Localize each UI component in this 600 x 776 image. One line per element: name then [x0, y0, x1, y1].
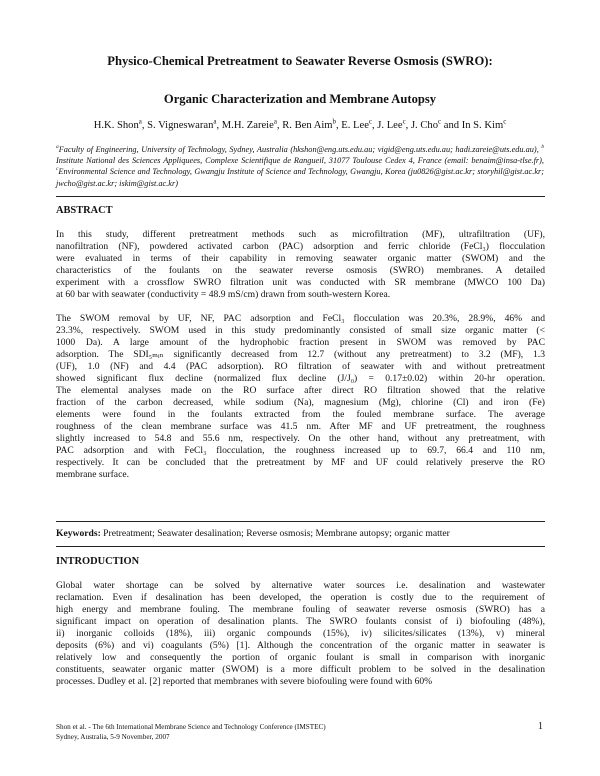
author-separator: ,	[405, 120, 411, 131]
text-line: characteristics of the foulants on the seawater reverse osmosis (SWRO) membranes. A detailed	[56, 265, 545, 276]
abstract-paragraph-2	[56, 313, 545, 481]
text-line: membrane surface.	[56, 469, 129, 480]
text-line: roughness of the clean membrane surface was 41.5 nm. After MF and UF pretreatment, the roughness	[56, 421, 545, 432]
text-line: showed significant flux decline (normalized flux decline (J/J₀) = 0.17±0.02) within 20-hr operation.	[56, 373, 545, 384]
text-line: reclamation. Even if desalination has been developed, the operation is costly due to the requirement of	[56, 592, 545, 603]
author-name: S. Vigneswaran	[147, 120, 214, 131]
text-line: (UF), 1.0 (NF) and 4.4 (PAC adsorption). RO filtration of seawater with and without pretreatment	[56, 361, 545, 372]
affiliations	[56, 144, 544, 189]
page-number: 1	[538, 721, 543, 732]
abstract-paragraph-1	[56, 229, 545, 301]
author-name: In S. Kim	[461, 120, 504, 131]
text-line: Global water shortage can be solved by alternative water sources i.e. desalination and wastewater	[56, 580, 545, 591]
text-line: ii) inorganic colloids (18%), iii) organic compounds (15%), iv) silicites/silicates (13%), v) mineral	[56, 628, 545, 639]
text-line: nanofiltration (NF), powdered activated carbon (PAC) adsorption and ferric chloride (FeCl₃) flocculation	[56, 241, 545, 252]
footer-location: Sydney, Australia, 5-9 November, 2007	[56, 733, 170, 741]
abstract-heading: ABSTRACT	[56, 205, 113, 216]
keywords-divider-bottom	[56, 546, 545, 547]
text-line: PAC adsorption and with FeCl₃ flocculation, the roughness increased up to 69.7, 66.4 and 110 nm,	[56, 445, 545, 456]
author-name: H.K. Shon	[93, 120, 139, 131]
author-affiliation-mark: c	[438, 118, 442, 126]
text-line: elements were found in the foulants extracted from the fouled membrane surface. The average	[56, 409, 545, 420]
keywords	[56, 528, 545, 539]
text-line: were evaluated in terms of their capability in removing seawater organic matter (SWOM) and the	[56, 253, 545, 264]
text-line: processes. Dudley et al. [2] reported that membranes with severe biofouling were found with 60%	[56, 676, 433, 687]
affiliation-b: Institute National des Sciences Appliquees, Complexe Scientifique de Rangueil, 31077 Toulouse Cedex 4, France (email: benaim@insa-tlse.fr),	[56, 156, 544, 166]
author-name: M.H. Zareie	[221, 120, 274, 131]
author-name: E. Lee	[341, 120, 369, 131]
text-line: constituents, seawater organic matter (SWOM) is a more difficult problem to be solved in the desalination	[56, 664, 545, 675]
text-line: slightly increased to 54.8 and 55.6 nm, respectively. On the other hand, without any pretreatment, with	[56, 433, 545, 444]
text-line: 1000 Da). A large amount of the hydrophobic fraction present in SWOM was removed by PAC	[56, 337, 545, 348]
author-separator: ,	[276, 120, 283, 131]
affiliation-mark-a: a	[56, 144, 59, 151]
paper-title-line-2: Organic Characterization and Membrane Autopsy	[163, 92, 437, 106]
affiliation-mark-c: c	[56, 166, 59, 173]
introduction-heading: INTRODUCTION	[56, 556, 140, 567]
introduction-paragraph	[56, 580, 545, 688]
top-divider	[56, 196, 545, 197]
author-affiliation-mark: a	[273, 118, 277, 126]
author-separator: ,	[371, 120, 378, 131]
text-line: adsorption. The SDI₅ₘᵢₙ significantly decreased from 12.7 (without any pretreatment) to 3.2 (MF), 1.3	[56, 349, 545, 360]
author-separator: ,	[216, 120, 222, 131]
author-name: J. Lee	[377, 120, 403, 131]
affiliation-mark-b: b	[541, 144, 544, 151]
text-line: relatively low and consequently the portion of organic foulant is small in comparison with inorganic	[56, 652, 545, 663]
author-affiliation-mark: c	[402, 118, 406, 126]
author-separator: ,	[141, 120, 148, 131]
keywords-label: Keywords:	[56, 528, 101, 539]
footer-conference: Shon et al. - The 6th International Membrane Science and Technology Conference (IMSTEC)	[56, 723, 326, 731]
author-affiliation-mark: c	[503, 118, 507, 126]
author-name: J. Cho	[410, 120, 439, 131]
author-affiliation-mark: a	[213, 118, 217, 126]
text-line: 23.3%, respectively. SWOM used in this study predominantly consisted of small size organic matter (<	[56, 325, 545, 336]
author-affiliation-mark: b	[332, 118, 336, 126]
keywords-divider-top	[56, 521, 545, 522]
affiliation-a: Faculty of Engineering, University of Technology, Sydney, Australia (hkshon@eng.uts.edu.au; vigid@eng.uts.edu.au; hadi.zareie@uts.edu.au),	[58, 145, 539, 154]
text-line: respectively. It can be concluded that the pretreatment by MF and UF could relatively preserve the RO	[56, 457, 545, 468]
text-line: In this study, different pretreatment methods such as microfiltration (MF), ultrafiltration (UF),	[56, 229, 545, 240]
keywords-text: Pretreatment; Seawater desalination; Reverse osmosis; Membrane autopsy; organic matter	[100, 528, 450, 539]
author-affiliation-mark: a	[138, 118, 142, 126]
author-list	[40, 120, 560, 131]
text-line: high energy and membrane fouling. The membrane fouling of seawater reverse osmosis (SWRO) has a	[56, 604, 545, 615]
text-line: fraction of the carbon decreased, while sodium (Na), magnesium (Mg), chlorine (Cl) and iron (Fe)	[56, 397, 545, 408]
text-line: at 60 bar with seawater (conductivity = 48.9 mS/cm) drawn from south-western Korea.	[56, 289, 391, 300]
text-line: experiment with a crossflow SWRO filtration unit was conducted with SR membrane (MWCO 100 Da)	[56, 277, 545, 288]
paper-title-line-1: Physico-Chemical Pretreatment to Seawater Reverse Osmosis (SWRO):	[107, 54, 493, 68]
author-affiliation-mark: c	[368, 118, 372, 126]
author-separator: ,	[335, 120, 342, 131]
text-line: The SWOM removal by UF, NF, PAC adsorption and FeCl₃ flocculation was 20.3%, 28.9%, 46% and	[56, 313, 545, 324]
text-line: deposits (6%) and vi) coagulants (5%) [1]. Although the concentration of the organic matter in seawater is	[56, 640, 545, 651]
author-separator: and	[441, 120, 462, 131]
text-line: The elemental analyses made on the RO surface after direct RO filtration showed that the relative	[56, 385, 545, 396]
author-name: R. Ben Aim	[282, 120, 333, 131]
text-line: significant impact on operation of desalination plants. The SWRO foulants consist of i) biofouling (48%),	[56, 616, 545, 627]
affiliation-c: Environmental Science and Technology, Gwangju Institute of Science and Technology, Gwangju, Korea (ju0826@gist.ac.kr; storyhil@gist.ac.kr; jwcho@gist.ac.kr; iskim@gist.ac.kr)	[56, 167, 544, 188]
